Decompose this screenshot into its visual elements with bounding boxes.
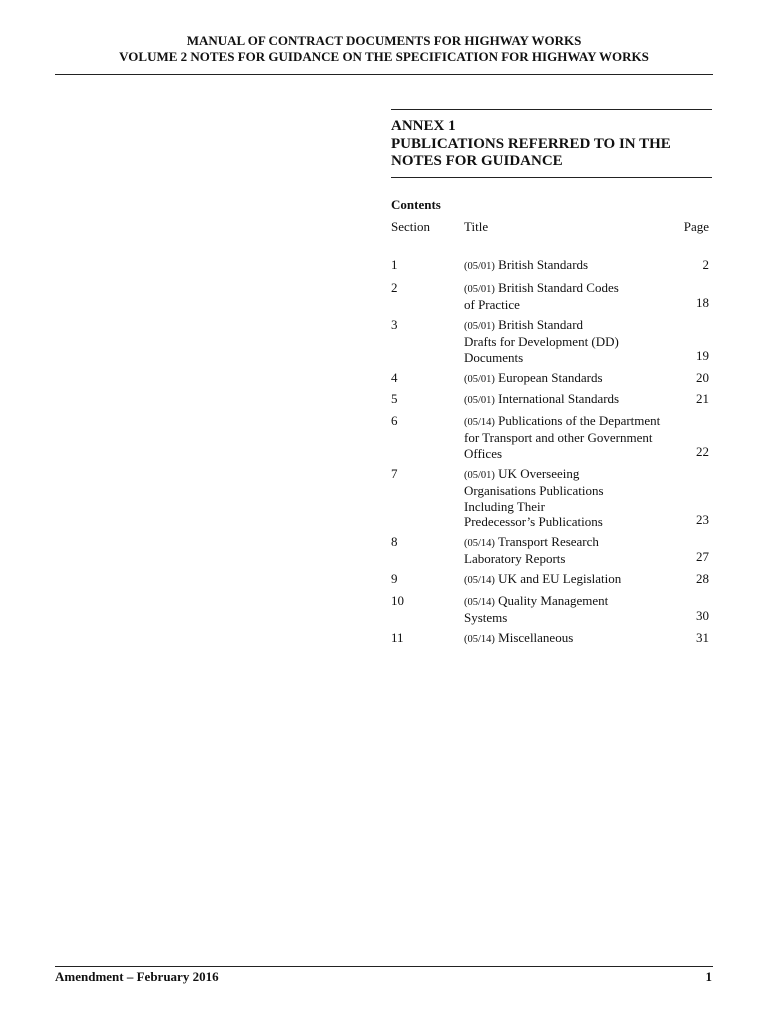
contents-title-line (464, 317, 689, 334)
amendment-date: (05/01) (464, 321, 495, 332)
contents-page-number: 30 (696, 608, 709, 624)
contents-title-line (464, 391, 689, 408)
contents-section-number: 10 (391, 593, 404, 608)
annex-title (391, 118, 713, 171)
contents-row (391, 630, 712, 645)
footer-page-number: 1 (705, 969, 712, 984)
contents-title-text: UK Overseeing (498, 466, 580, 481)
footer-divider (55, 966, 713, 967)
contents-title-line: Drafts for Development (DD) (464, 334, 619, 350)
contents-title-line: Including Their (464, 498, 545, 514)
contents-row (391, 391, 712, 406)
contents-title (464, 370, 689, 387)
contents-title-line: of Practice (464, 297, 520, 313)
contents-title-text: European Standards (498, 370, 603, 385)
contents-title-line (464, 534, 689, 551)
contents-title-line: Organisations Publications (464, 483, 604, 499)
amendment-date: (05/01) (464, 395, 495, 406)
contents-page-number: 21 (696, 391, 709, 406)
contents-section-number: 9 (391, 571, 398, 586)
amendment-date: (05/14) (464, 538, 495, 549)
column-header-section: Section (391, 219, 430, 234)
column-header-page: Page (683, 219, 709, 234)
contents-title-line (464, 413, 689, 430)
contents-title (464, 593, 689, 626)
contents-title (464, 534, 689, 567)
contents-row (391, 280, 712, 311)
contents-page-number: 2 (702, 257, 709, 272)
header-divider (55, 74, 713, 75)
contents-title (464, 630, 689, 647)
contents-title (464, 280, 689, 313)
annex-top-divider (391, 109, 712, 110)
contents-title-text: UK and EU Legislation (498, 571, 622, 586)
contents-section-number: 5 (391, 391, 398, 406)
contents-section-number: 8 (391, 534, 398, 549)
contents-title-line (464, 280, 689, 297)
contents-title-line (464, 571, 689, 588)
amendment-date: (05/14) (464, 417, 495, 428)
contents-title-line: Offices (464, 445, 503, 461)
contents-title (464, 391, 689, 408)
amendment-date: (05/14) (464, 634, 495, 645)
contents-title (464, 571, 689, 588)
contents-title (464, 257, 689, 274)
contents-title-line: Predecessor’s Publications (464, 513, 603, 529)
contents-title-line (464, 630, 689, 647)
contents-title-text: International Standards (498, 391, 620, 406)
contents-page-number: 31 (696, 630, 709, 645)
contents-title-line (464, 257, 689, 274)
contents-title-text: Miscellaneous (498, 630, 574, 645)
contents-title (464, 413, 689, 461)
contents-section-number: 11 (391, 630, 404, 645)
contents-title-text: Publications of the Department (498, 413, 661, 428)
footer-amendment: Amendment – February 2016 (55, 969, 219, 984)
contents-heading: Contents (391, 197, 441, 212)
contents-page-number: 27 (696, 549, 709, 565)
contents-title-line: Systems (464, 610, 508, 626)
contents-row (391, 466, 712, 527)
contents-row (391, 257, 712, 272)
contents-title-line: Laboratory Reports (464, 551, 566, 567)
contents-title (464, 466, 689, 529)
contents-row (391, 593, 712, 624)
contents-section-number: 3 (391, 317, 398, 332)
contents-title-line (464, 370, 689, 387)
contents-row (391, 317, 712, 363)
header-line-1: MANUAL OF CONTRACT DOCUMENTS FOR HIGHWAY WORKS (186, 33, 582, 48)
contents-title-line: for Transport and other Government (464, 430, 653, 446)
contents-page-number: 20 (696, 370, 709, 385)
contents-title-line (464, 593, 689, 610)
amendment-date: (05/14) (464, 597, 495, 608)
contents-page-number: 18 (696, 295, 709, 311)
contents-section-number: 1 (391, 257, 398, 272)
contents-title-line: Documents (464, 349, 524, 365)
contents-page-number: 22 (696, 443, 709, 459)
contents-title-text: British Standard Codes (498, 280, 619, 295)
contents-title (464, 317, 689, 365)
amendment-date: (05/01) (464, 374, 495, 385)
contents-title-line (464, 466, 689, 483)
amendment-date: (05/01) (464, 470, 495, 481)
contents-section-number: 7 (391, 466, 398, 481)
contents-title-text: British Standard (498, 317, 584, 332)
contents-section-number: 6 (391, 413, 398, 428)
contents-row (391, 413, 712, 459)
contents-row (391, 571, 712, 586)
page-header (55, 33, 713, 65)
amendment-date: (05/01) (464, 261, 495, 272)
contents-title-text: Transport Research (497, 534, 599, 549)
annex-bottom-divider (391, 177, 712, 178)
column-header-title: Title (464, 219, 489, 234)
contents-page-number: 28 (696, 571, 709, 586)
annex-title-line-3: NOTES FOR GUIDANCE (391, 153, 563, 169)
annex-title-line-1: ANNEX 1 (391, 118, 456, 134)
contents-row (391, 370, 712, 385)
contents-row (391, 534, 712, 565)
annex-title-line-2: PUBLICATIONS REFERRED TO IN THE (391, 135, 671, 152)
contents-section-number: 2 (391, 280, 398, 295)
contents-page-number: 23 (696, 511, 709, 527)
header-line-2: VOLUME 2 NOTES FOR GUIDANCE ON THE SPECIFICATION FOR HIGHWAY WORKS (119, 49, 649, 64)
contents-section-number: 4 (391, 370, 398, 385)
contents-page-number: 19 (696, 347, 709, 363)
contents-title-text: British Standards (498, 257, 589, 272)
amendment-date: (05/01) (464, 284, 495, 295)
contents-title-text: Quality Management (498, 593, 609, 608)
amendment-date: (05/14) (464, 575, 495, 586)
